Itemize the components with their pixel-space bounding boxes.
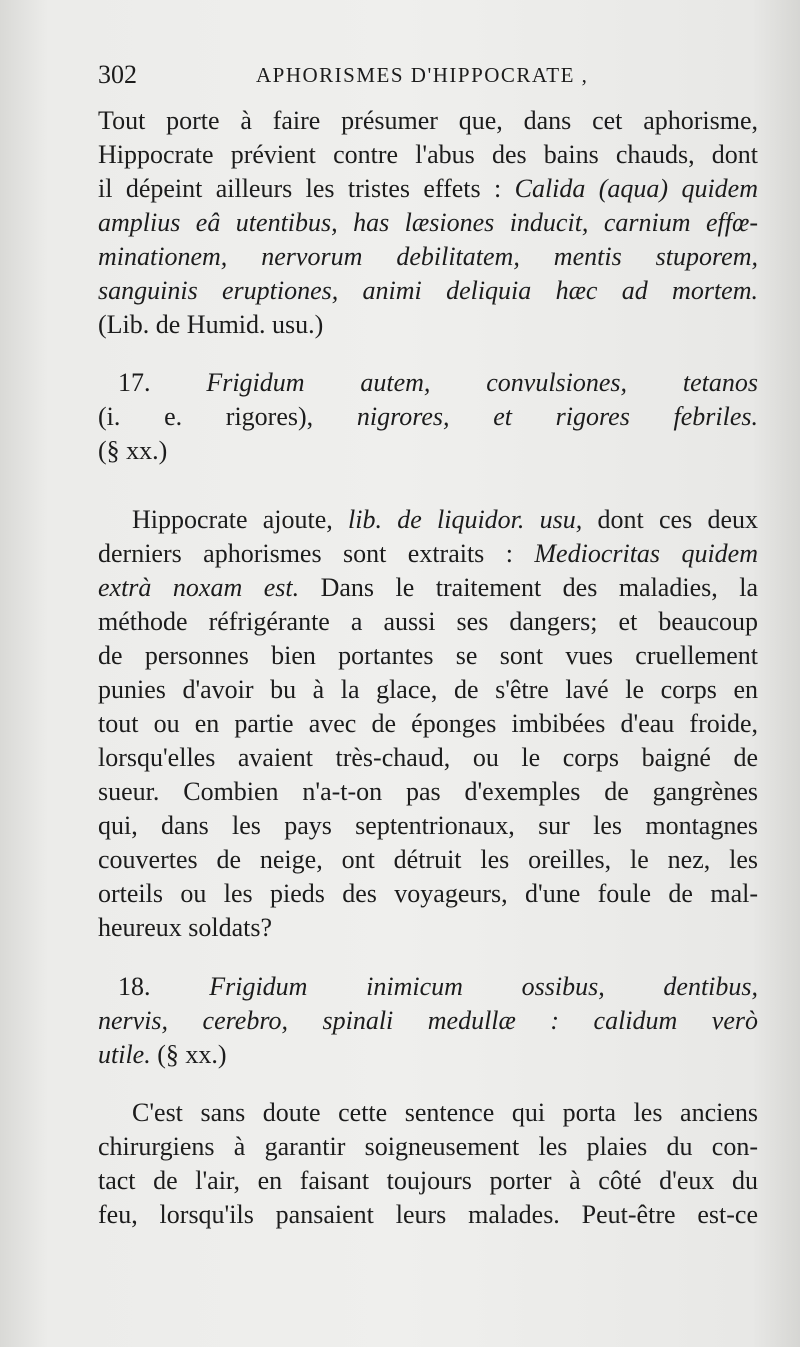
paragraph-3: [98, 1096, 758, 1232]
text-line: qui, dans les pays septentrionaux, sur les montagnes: [98, 811, 758, 840]
aphorism-number: 17.: [118, 368, 151, 397]
text-line: heureux soldats?: [98, 913, 273, 942]
aphorism-line: (i. e. rigores), nigrores, et rigores febriles.: [98, 402, 758, 431]
aphorism-reference: (§ xx.): [98, 436, 168, 465]
aphorism-18: [98, 970, 758, 1072]
running-title: APHORISMES D'HIPPOCRATE ,: [256, 63, 589, 87]
aphorism-line: 18. Frigidum inimicum ossibus, dentibus,: [118, 972, 759, 1001]
aphorism-line: 17. Frigidum autem, convulsiones, tetanos: [118, 368, 758, 397]
paragraph-1: [98, 104, 758, 342]
text-line: Hippocrate ajoute, lib. de liquidor. usu, dont ces deux: [132, 505, 759, 534]
text-line: extrà noxam est. Dans le traitement des maladies, la: [98, 573, 758, 602]
aphorism-reference: (§ xx.): [150, 1040, 227, 1069]
citation-line: (Lib. de Humid. usu.): [98, 310, 324, 339]
latin-quote-line: amplius eâ utentibus, has læsiones inducit, carnium effœ-: [98, 208, 758, 237]
latin-quote-line: sanguinis eruptiones, animi deliquia hæc ad mortem.: [98, 276, 758, 305]
latin-quote-line: minationem, nervorum debilitatem, mentis stuporem,: [98, 242, 758, 271]
latin-quote: Calida (aqua) quidem: [514, 174, 759, 203]
text-line: C'est sans doute cette sentence qui porta les anciens: [132, 1098, 758, 1127]
aphorism-number: 18.: [118, 972, 151, 1001]
text-line: de personnes bien portantes se sont vues cruellement: [98, 641, 758, 670]
text-line: derniers aphorismes sont extraits : Mediocritas quidem: [98, 539, 759, 568]
aphorism-line: utile. (§ xx.): [98, 1040, 227, 1069]
text-line: tout ou en partie avec de éponges imbibées d'eau froide,: [98, 709, 758, 738]
paragraph-2: [98, 503, 758, 945]
text-line: Tout porte à faire présumer que, dans cet aphorisme,: [98, 106, 758, 135]
text-line: orteils ou les pieds des voyageurs, d'une foule de mal-: [98, 879, 758, 908]
text-line: méthode réfrigérante a aussi ses dangers; et beaucoup: [98, 607, 758, 636]
text-line: Hippocrate prévient contre l'abus des bains chauds, dont: [98, 140, 758, 169]
text-line: chirurgiens à garantir soigneusement les plaies du con-: [98, 1132, 758, 1161]
aphorism-line: nervis, cerebro, spinali medullæ : calidum verò: [98, 1006, 758, 1035]
page-number: 302: [98, 60, 137, 89]
aphorism-17: [98, 366, 758, 468]
text-line: sueur. Combien n'a-t-on pas d'exemples de gangrènes: [98, 777, 758, 806]
text-line: punies d'avoir bu à la glace, de s'être lavé le corps en: [98, 675, 758, 704]
text-line: couvertes de neige, ont détruit les oreilles, le nez, les: [98, 845, 758, 874]
text-line: feu, lorsqu'ils pansaient leurs malades. Peut-être est-ce: [98, 1200, 758, 1229]
text-line: tact de l'air, en faisant toujours porter à côté d'eux du: [98, 1166, 758, 1195]
text-line: il dépeint ailleurs les tristes effets : Calida (aqua) quidem: [98, 174, 759, 203]
text-line: lorsqu'elles avaient très-chaud, ou le corps baigné de: [98, 743, 758, 772]
